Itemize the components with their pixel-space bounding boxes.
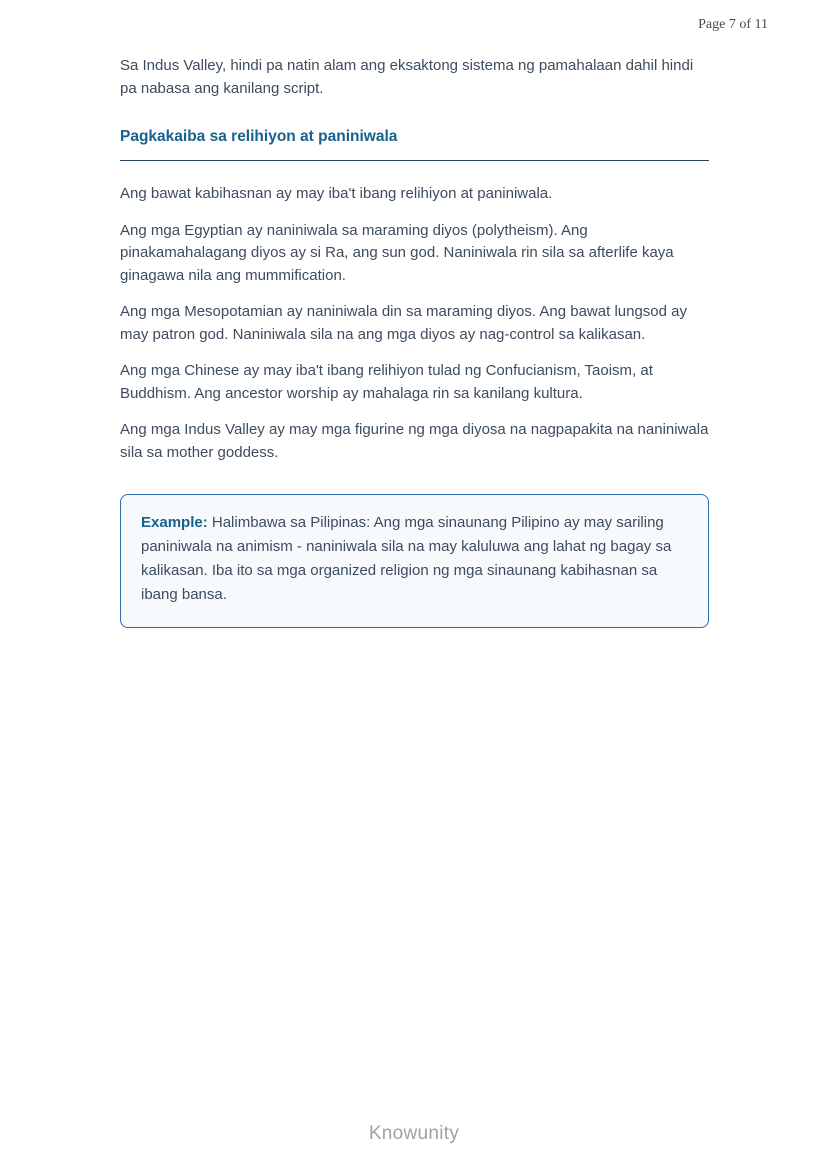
footer — [0, 1123, 828, 1145]
heading-divider — [120, 160, 709, 161]
page-number: Page 7 of 11 — [698, 17, 768, 32]
example-paragraph — [141, 511, 686, 607]
paragraph-chinese: Ang mga Chinese ay may iba't ibang relihiyon tulad ng Confucianism, Taoism, at Buddhism. Ang ancestor worship ay mahalaga rin sa kanilang kultura. — [120, 362, 653, 402]
paragraph-egyptian: Ang mga Egyptian ay naniniwala sa maraming diyos (polytheism). Ang pinakamahalagang diyos ay si Ra, ang sun god. Naniniwala rin sila sa afterlife kaya ginagawa nila ang mummification. — [120, 221, 674, 284]
intro-paragraph: Sa Indus Valley, hindi pa natin alam ang eksaktong sistema ng pamahalaan dahil hindi pa nabasa ang kanilang script. — [120, 57, 694, 97]
example-text: Halimbawa sa Pilipinas: Ang mga sinaunang Pilipino ay may sariling paniniwala na animism - naniniwala sila na may kaluluwa ang lahat ng bagay sa kalikasan. Iba ito sa mga organized religion ng mga sinaunang kabihasnan sa ibang bansa. — [141, 514, 672, 603]
section-heading: Pagkakaiba sa relihiyon at paniniwala — [120, 128, 398, 145]
example-box — [120, 494, 709, 628]
page-content — [120, 55, 709, 628]
example-label: Example: — [141, 514, 208, 531]
paragraph-religion-intro: Ang bawat kabihasnan ay may iba't ibang relihiyon at paniniwala. — [120, 185, 553, 202]
paragraph-indus-valley: Ang mga Indus Valley ay may mga figurine ng mga diyosa na nagpapakita na naniniwala sila sa mother goddess. — [120, 421, 709, 461]
knowunity-logo: Knowunity — [368, 1123, 460, 1144]
paragraph-mesopotamian: Ang mga Mesopotamian ay naniniwala din sa maraming diyos. Ang bawat lungsod ay may patron god. Naniniwala sila na ang mga diyos ay nag-control sa kalikasan. — [120, 303, 687, 343]
